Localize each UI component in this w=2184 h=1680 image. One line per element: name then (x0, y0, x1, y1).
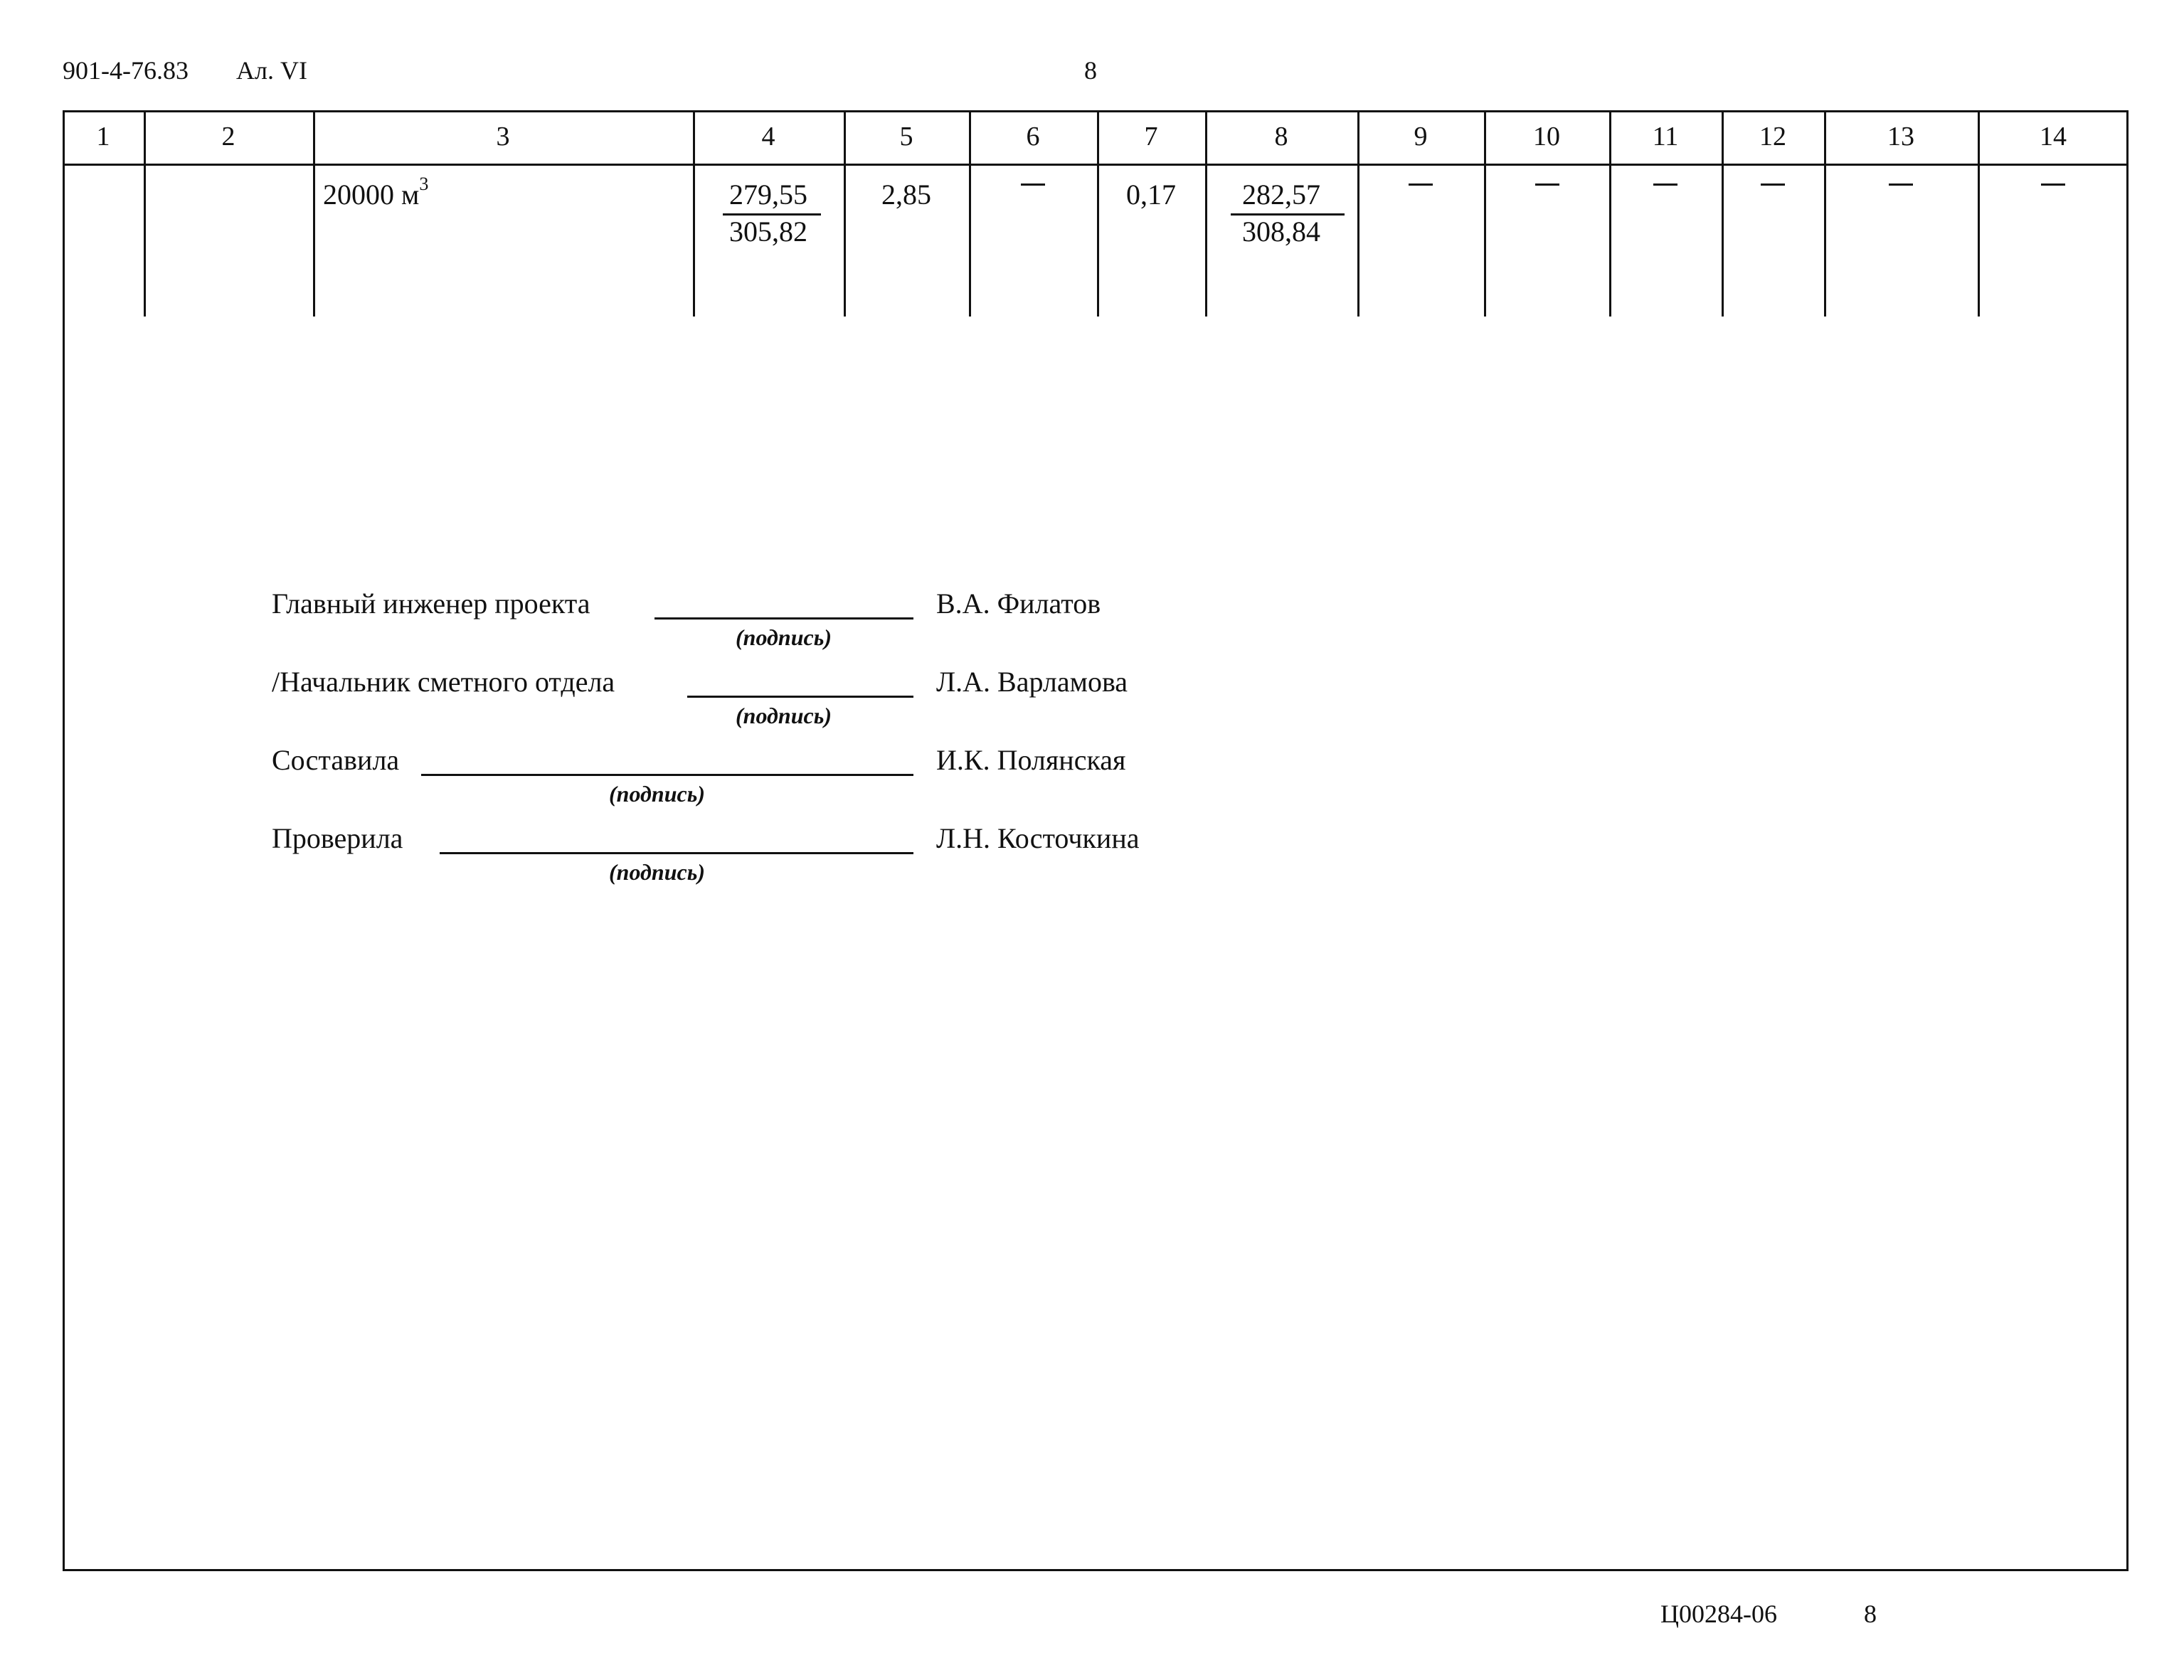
col7-value: 0,17 (1126, 179, 1176, 211)
signature-role-estimates-head: /Начальник сметного отдела (272, 666, 615, 698)
volume-value: 20000 м (323, 179, 420, 211)
col4-denominator: 305,82 (729, 216, 807, 248)
dash-col6 (1021, 184, 1045, 186)
signature-hint: (подпись) (609, 859, 705, 885)
column-number-3: 3 (496, 122, 510, 151)
col4-numerator: 279,55 (729, 179, 807, 211)
col8-denominator: 308,84 (1242, 216, 1320, 248)
signature-name-compiled-by: И.К. Полянская (936, 744, 1126, 776)
signature-line (654, 617, 913, 620)
column-number-10: 10 (1533, 122, 1560, 151)
signature-hint: (подпись) (736, 624, 832, 650)
document-code: 901-4-76.83 (63, 56, 189, 85)
page-number-top: 8 (1084, 56, 1097, 85)
column-number-6: 6 (1026, 122, 1040, 151)
footer-code: Ц00284-06 (1660, 1600, 1777, 1628)
column-number-13: 13 (1887, 122, 1914, 151)
dash-col9 (1409, 184, 1433, 186)
column-number-4: 4 (761, 122, 775, 151)
volume-exponent: 3 (419, 174, 429, 194)
column-number-8: 8 (1274, 122, 1288, 151)
volume-cell (323, 174, 429, 211)
signature-name-chief-engineer: В.А. Филатов (936, 588, 1101, 620)
signature-role-compiled-by: Составила (272, 744, 400, 776)
signature-name-checked-by: Л.Н. Косточкина (936, 822, 1140, 854)
column-number-7: 7 (1144, 122, 1158, 151)
column-number-9: 9 (1414, 122, 1428, 151)
header-row-divider (63, 164, 2129, 166)
column-number-1: 1 (96, 122, 110, 151)
column-number-11: 11 (1652, 122, 1679, 151)
column-number-5: 5 (899, 122, 913, 151)
signature-line (687, 696, 913, 698)
col5-value: 2,85 (881, 179, 931, 211)
column-number-12: 12 (1759, 122, 1786, 151)
signature-role-chief-engineer: Главный инженер проекта (272, 588, 590, 620)
signature-name-estimates-head: Л.А. Варламова (936, 666, 1128, 698)
dash-col10 (1535, 184, 1559, 186)
signature-role-checked-by: Проверила (272, 822, 403, 854)
dash-col12 (1761, 184, 1785, 186)
dash-col13 (1889, 184, 1913, 186)
signature-hint: (подпись) (609, 781, 705, 807)
footer-page-number: 8 (1864, 1600, 1877, 1628)
col8-numerator: 282,57 (1242, 179, 1320, 211)
dash-col14 (2041, 184, 2065, 186)
column-number-14: 14 (2040, 122, 2067, 151)
album-number: Ал. VI (236, 56, 307, 85)
signature-line (440, 852, 913, 854)
dash-col11 (1653, 184, 1677, 186)
signature-line (421, 774, 913, 776)
column-number-2: 2 (221, 122, 235, 151)
signature-hint: (подпись) (736, 703, 832, 728)
